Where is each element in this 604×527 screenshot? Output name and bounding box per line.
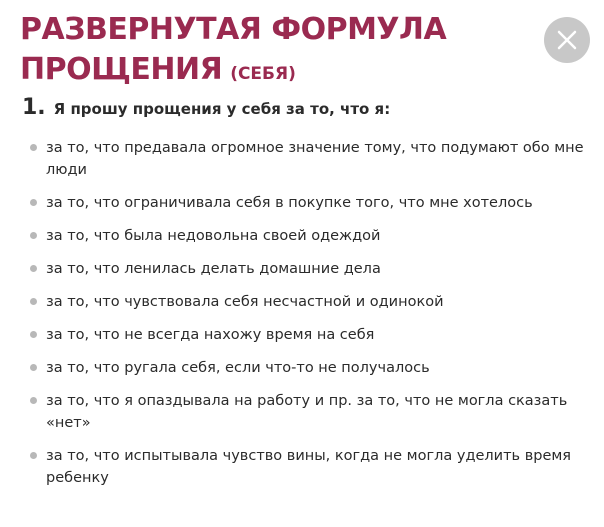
list-item-text: за то, что я опаздывала на работу и пр. за то, что не могла сказать «нет» — [46, 393, 568, 431]
list-item — [30, 258, 590, 280]
list-item-text: за то, что не всегда нахожу время на себя — [46, 327, 375, 343]
page-title — [20, 10, 446, 94]
section-number: 1. — [22, 95, 46, 120]
bullet-dot-icon — [30, 232, 37, 239]
list-item — [30, 225, 590, 247]
list-item-text: за то, что ограничивала себя в покупке того, что мне хотелось — [46, 195, 533, 211]
list-item — [30, 192, 590, 214]
title-line-2: ПРОЩЕНИЯ — [20, 52, 223, 87]
bullet-dot-icon — [30, 144, 37, 151]
bullet-dot-icon — [30, 364, 37, 371]
list-item — [30, 137, 590, 181]
list-item — [30, 357, 590, 379]
list-item-text: за то, что была недовольна своей одеждой — [46, 228, 381, 244]
list-item-text: за то, что испытывала чувство вины, когда не могла уделить время ребенку — [46, 448, 572, 486]
list-item-text: за то, что чувствовала себя несчастной и одинокой — [46, 294, 444, 310]
bullet-dot-icon — [30, 331, 37, 338]
close-button[interactable] — [544, 17, 590, 63]
list-item-text: за то, что ругала себя, если что-то не получалось — [46, 360, 430, 376]
list-item-text: за то, что ленилась делать домашние дела — [46, 261, 381, 277]
section-heading — [22, 97, 390, 120]
forgiveness-list — [30, 137, 590, 500]
bullet-dot-icon — [30, 397, 37, 404]
list-item — [30, 445, 590, 489]
title-subtitle: (СЕБЯ) — [230, 64, 296, 84]
list-item — [30, 291, 590, 313]
list-item — [30, 390, 590, 434]
section-heading-text: Я прошу прощения у себя за то, что я: — [53, 100, 391, 118]
list-item-text: за то, что предавала огромное значение тому, что подумают обо мне люди — [46, 140, 584, 178]
bullet-dot-icon — [30, 452, 37, 459]
list-item — [30, 324, 590, 346]
bullet-dot-icon — [30, 199, 37, 206]
bullet-dot-icon — [30, 265, 37, 272]
close-icon — [556, 29, 578, 51]
bullet-dot-icon — [30, 298, 37, 305]
title-line-1: РАЗВЕРНУТАЯ ФОРМУЛА — [20, 12, 447, 47]
